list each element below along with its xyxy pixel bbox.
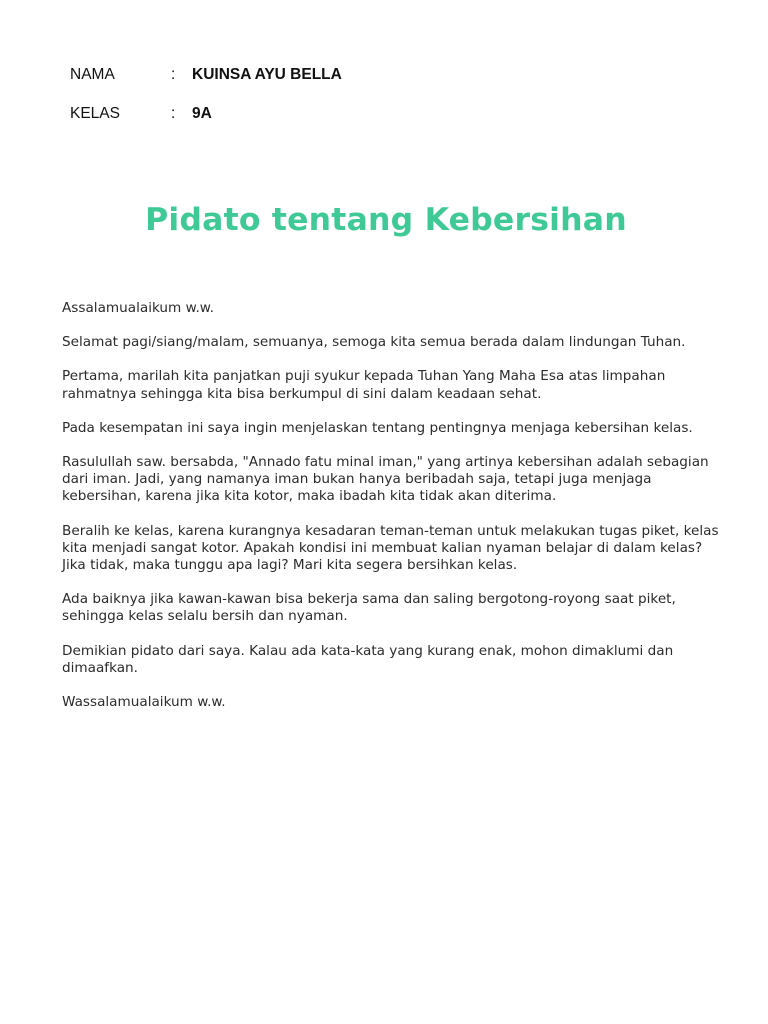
hadith-paragraph: Rasulullah saw. bersabda, "Annado fatu minal iman," yang artinya kebersihan adalah sebagian dari iman. Jadi, yang namanya iman bukan hanya beribadah saja, tetapi juga menjaga kebersihan, karena jika kita kotor, maka ibadah kita tidak akan diterima. xyxy=(62,454,709,505)
name-row xyxy=(70,64,342,86)
gratitude-paragraph: Pertama, marilah kita panjatkan puji syukur kepada Tuhan Yang Maha Esa atas limpahan rahmatnya sehingga kita bisa berkumpul di sini dalam keadaan sehat. xyxy=(62,368,666,402)
class-row xyxy=(70,103,342,125)
salutation-paragraph: Selamat pagi/siang/malam, semuanya, semoga kita semua berada dalam lindungan Tuhan. xyxy=(62,334,686,351)
name-label: NAMA xyxy=(70,66,115,83)
speech-title: Pidato tentang Kebersihan xyxy=(145,202,627,238)
name-colon: : xyxy=(171,66,176,83)
name-value: KUINSA AYU BELLA xyxy=(192,66,342,83)
classroom-paragraph: Beralih ke kelas, karena kurangnya kesadaran teman-teman untuk melakukan tugas piket, kelas kita menjadi sangat kotor. Apakah kondisi ini membuat kalian nyaman belajar di dalam kelas? Jika tidak, maka tunggu apa lagi? Mari kita segera bersihkan kelas. xyxy=(62,522,719,574)
speech-body xyxy=(62,300,722,728)
class-colon: : xyxy=(171,105,176,122)
topic-paragraph: Pada kesempatan ini saya ingin menjelaskan tentang pentingnya menjaga kebersihan kelas. xyxy=(62,419,693,436)
class-label: KELAS xyxy=(70,105,120,122)
student-info xyxy=(70,64,342,142)
greeting-paragraph: Assalamualaikum w.w. xyxy=(62,300,214,316)
class-value: 9A xyxy=(192,105,212,122)
cooperation-paragraph: Ada baiknya jika kawan-kawan bisa bekerja sama dan saling bergotong-royong saat piket, sehingga kelas selalu bersih dan nyaman. xyxy=(62,591,676,625)
farewell-paragraph: Wassalamualaikum w.w. xyxy=(62,694,226,711)
closing-paragraph: Demikian pidato dari saya. Kalau ada kata-kata yang kurang enak, mohon dimaklumi dan dimaafkan. xyxy=(62,642,674,676)
